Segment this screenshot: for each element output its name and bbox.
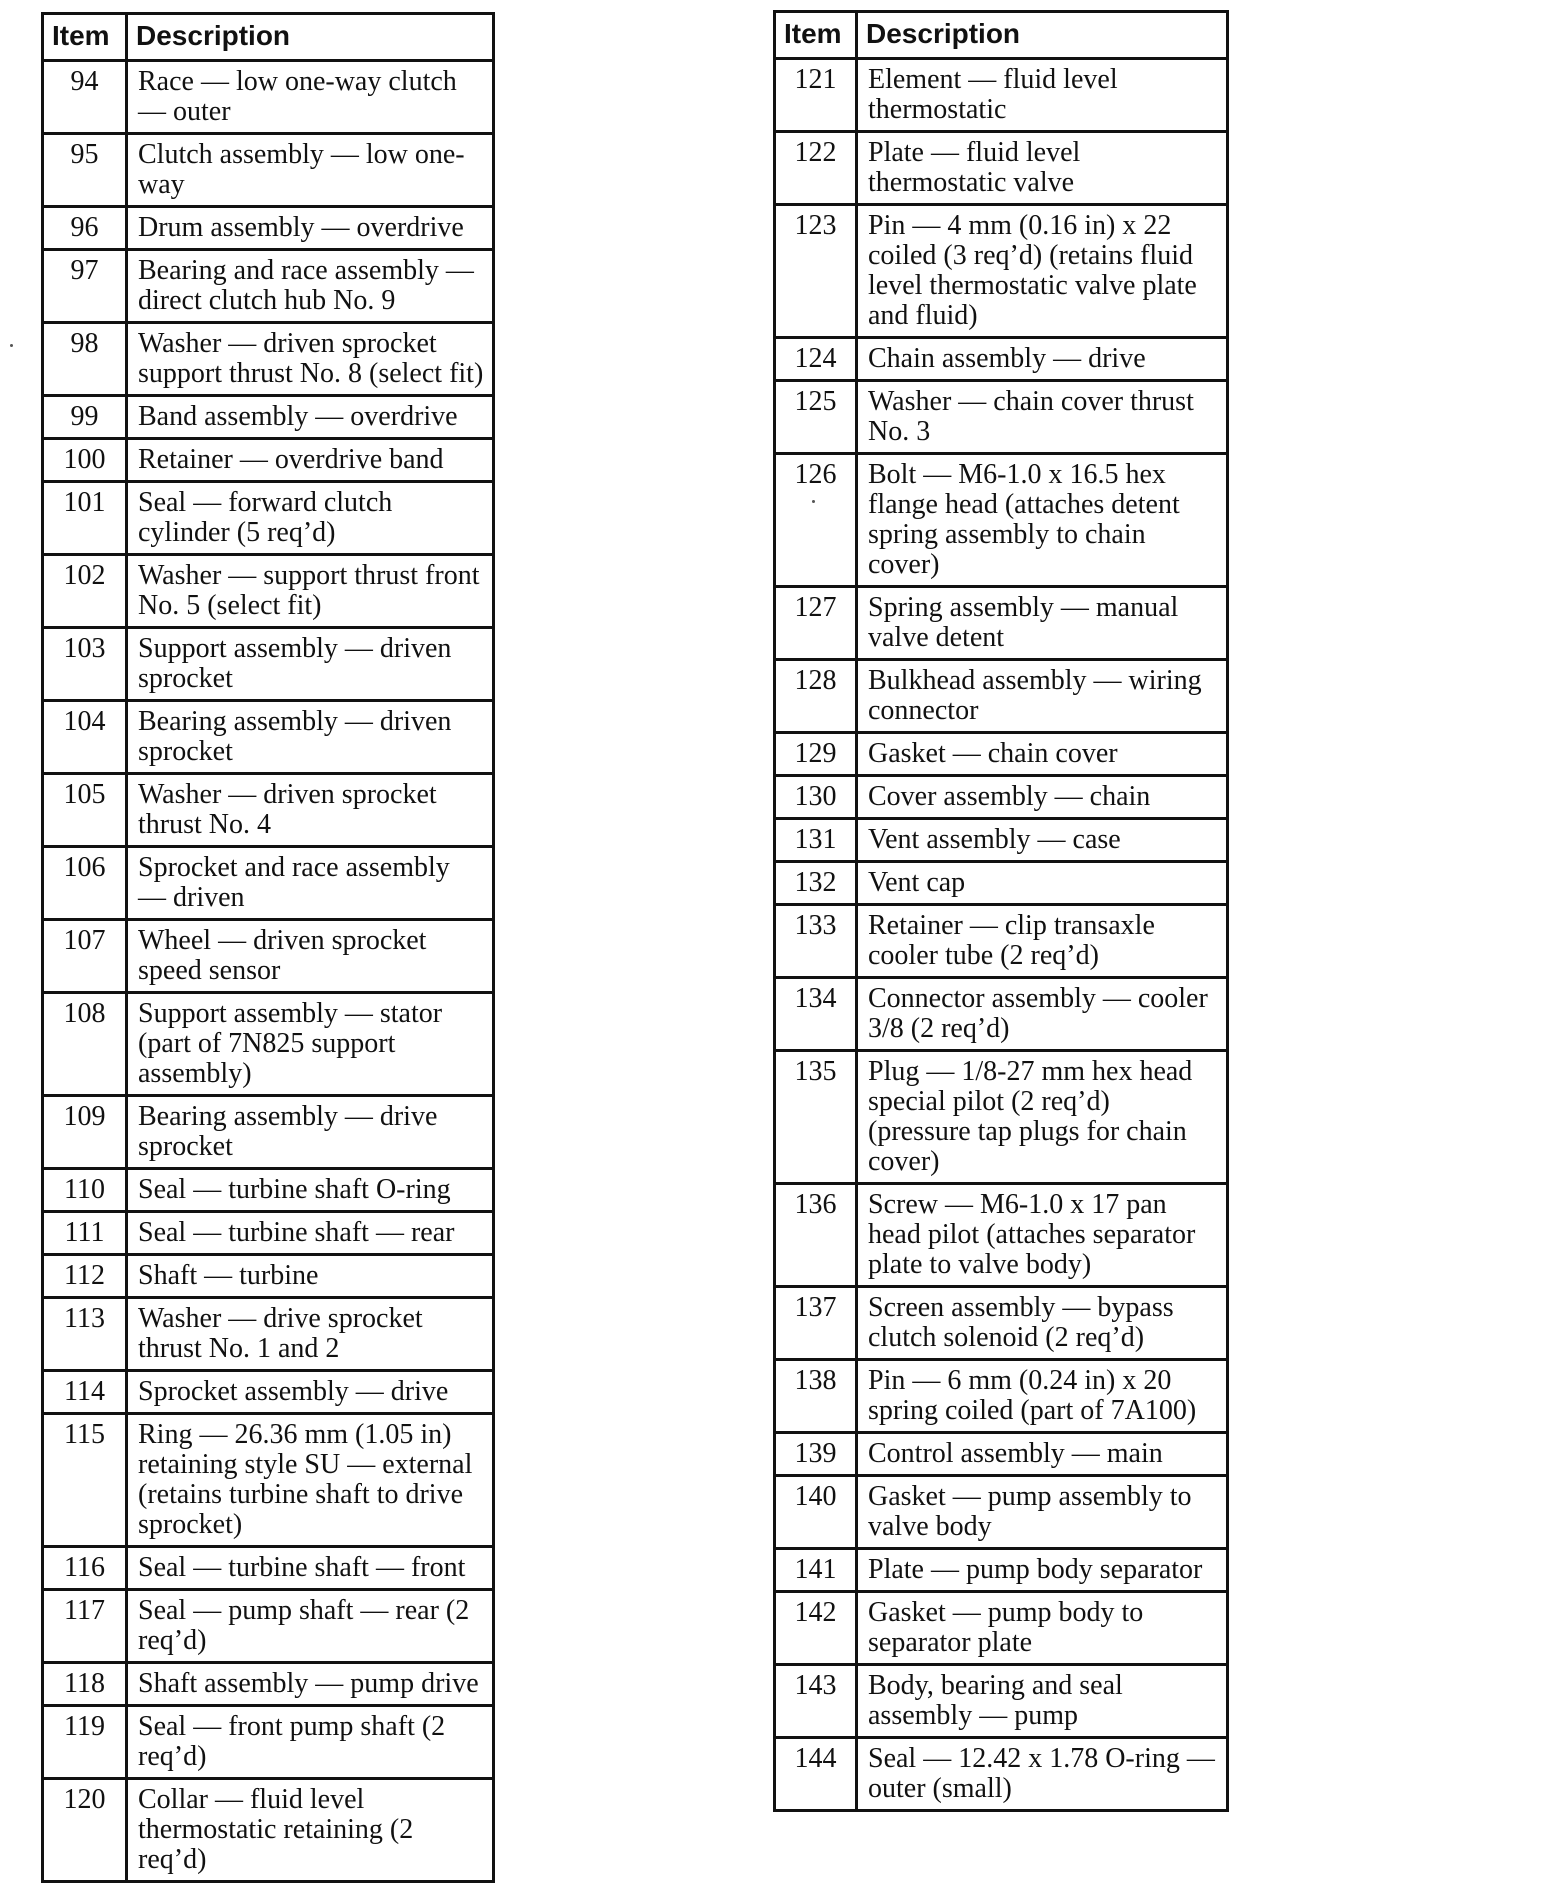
item-description: Cover assembly — chain [857,776,1228,819]
parts-table-right [773,10,1229,1812]
item-number: 96 [43,207,127,250]
item-description: Gasket — chain cover [857,733,1228,776]
table-row [775,59,1228,132]
table-row [775,905,1228,978]
table-row [43,1547,494,1590]
column-header-description: Description [857,12,1228,59]
item-number: 117 [43,1590,127,1663]
table-row [43,1414,494,1547]
item-number: 98 [43,323,127,396]
scan-speck [812,500,815,503]
table-row [775,776,1228,819]
item-number: 95 [43,134,127,207]
parts-table-right-body [775,59,1228,1811]
item-number: 143 [775,1665,857,1738]
table-row [775,978,1228,1051]
table-row [775,587,1228,660]
column-header-description: Description [127,14,494,61]
item-description: Shaft — turbine [127,1255,494,1298]
item-description: Vent assembly — case [857,819,1228,862]
item-description: Washer — driven sprocket thrust No. 4 [127,774,494,847]
item-number: 108 [43,993,127,1096]
item-description: Seal — forward clutch cylinder (5 req’d) [127,482,494,555]
item-number: 106 [43,847,127,920]
table-row [43,1590,494,1663]
item-number: 127 [775,587,857,660]
table-header-row [775,12,1228,59]
item-description: Washer — chain cover thrust No. 3 [857,381,1228,454]
item-number: 130 [775,776,857,819]
item-description: Clutch assembly — low one-way [127,134,494,207]
item-number: 133 [775,905,857,978]
item-description: Vent cap [857,862,1228,905]
column-header-item: Item [43,14,127,61]
item-description: Seal — 12.42 x 1.78 O-ring — outer (small) [857,1738,1228,1811]
table-row [43,993,494,1096]
item-number: 107 [43,920,127,993]
table-row [43,61,494,134]
item-number: 114 [43,1371,127,1414]
item-description: Control assembly — main [857,1433,1228,1476]
item-number: 110 [43,1169,127,1212]
item-number: 100 [43,439,127,482]
parts-table-left [41,12,495,1883]
table-row [775,1592,1228,1665]
item-number: 138 [775,1360,857,1433]
item-number: 104 [43,701,127,774]
item-description: Element — fluid level thermostatic [857,59,1228,132]
item-description: Support assembly — stator (part of 7N825 support assembly) [127,993,494,1096]
item-number: 103 [43,628,127,701]
table-row [43,701,494,774]
item-description: Washer — drive sprocket thrust No. 1 and 2 [127,1298,494,1371]
item-number: 122 [775,132,857,205]
item-number: 120 [43,1779,127,1882]
item-number: 139 [775,1433,857,1476]
table-row [43,1779,494,1882]
item-number: 109 [43,1096,127,1169]
item-number: 123 [775,205,857,338]
item-description: Ring — 26.36 mm (1.05 in) retaining style SU — external (retains turbine shaft to drive sprocket) [127,1414,494,1547]
item-description: Wheel — driven sprocket speed sensor [127,920,494,993]
item-description: Seal — turbine shaft O-ring [127,1169,494,1212]
item-number: 97 [43,250,127,323]
item-number: 116 [43,1547,127,1590]
item-number: 124 [775,338,857,381]
table-row [775,205,1228,338]
table-row [43,439,494,482]
table-row [775,819,1228,862]
item-description: Seal — turbine shaft — front [127,1547,494,1590]
item-description: Gasket — pump body to separator plate [857,1592,1228,1665]
item-description: Plate — fluid level thermostatic valve [857,132,1228,205]
item-description: Washer — support thrust front No. 5 (select fit) [127,555,494,628]
item-description: Band assembly — overdrive [127,396,494,439]
table-row [775,1184,1228,1287]
item-description: Seal — pump shaft — rear (2 req’d) [127,1590,494,1663]
item-description: Sprocket and race assembly — driven [127,847,494,920]
item-number: 94 [43,61,127,134]
item-description: Bulkhead assembly — wiring connector [857,660,1228,733]
table-row [43,1371,494,1414]
item-number: 137 [775,1287,857,1360]
item-description: Bearing and race assembly — direct clutch hub No. 9 [127,250,494,323]
item-number: 134 [775,978,857,1051]
table-row [43,1169,494,1212]
item-number: 126 [775,454,857,587]
item-description: Retainer — clip transaxle cooler tube (2 req’d) [857,905,1228,978]
table-row [775,660,1228,733]
table-row [775,1476,1228,1549]
table-row [43,1096,494,1169]
item-number: 125 [775,381,857,454]
item-description: Spring assembly — manual valve detent [857,587,1228,660]
item-number: 113 [43,1298,127,1371]
item-number: 112 [43,1255,127,1298]
parts-table-left-body [43,61,494,1882]
table-row [43,323,494,396]
item-description: Drum assembly — overdrive [127,207,494,250]
item-number: 141 [775,1549,857,1592]
item-description: Screw — M6-1.0 x 17 pan head pilot (attaches separator plate to valve body) [857,1184,1228,1287]
table-header-row [43,14,494,61]
item-number: 99 [43,396,127,439]
item-number: 140 [775,1476,857,1549]
item-description: Body, bearing and seal assembly — pump [857,1665,1228,1738]
table-row [775,862,1228,905]
table-row [43,1255,494,1298]
item-description: Plate — pump body separator [857,1549,1228,1592]
item-number: 142 [775,1592,857,1665]
item-description: Pin — 4 mm (0.16 in) x 22 coiled (3 req’d) (retains fluid level thermostatic valve plate and fluid) [857,205,1228,338]
table-row [775,1287,1228,1360]
item-description: Bearing assembly — drive sprocket [127,1096,494,1169]
item-description: Bearing assembly — driven sprocket [127,701,494,774]
item-description: Sprocket assembly — drive [127,1371,494,1414]
table-row [43,134,494,207]
item-number: 115 [43,1414,127,1547]
table-row [43,482,494,555]
table-row [43,250,494,323]
item-description: Seal — turbine shaft — rear [127,1212,494,1255]
table-row [43,1706,494,1779]
item-number: 121 [775,59,857,132]
item-description: Connector assembly — cooler 3/8 (2 req’d) [857,978,1228,1051]
item-description: Gasket — pump assembly to valve body [857,1476,1228,1549]
item-number: 144 [775,1738,857,1811]
table-row [43,207,494,250]
table-row [775,1433,1228,1476]
table-row [775,132,1228,205]
table-row [43,396,494,439]
item-number: 136 [775,1184,857,1287]
table-row [775,1665,1228,1738]
item-number: 105 [43,774,127,847]
table-row [43,628,494,701]
item-number: 101 [43,482,127,555]
item-number: 132 [775,862,857,905]
item-description: Support assembly — driven sprocket [127,628,494,701]
item-number: 119 [43,1706,127,1779]
item-description: Shaft assembly — pump drive [127,1663,494,1706]
table-row [43,1663,494,1706]
item-description: Pin — 6 mm (0.24 in) x 20 spring coiled (part of 7A100) [857,1360,1228,1433]
item-number: 102 [43,555,127,628]
table-row [775,1360,1228,1433]
table-row [775,733,1228,776]
table-row [775,454,1228,587]
item-description: Seal — front pump shaft (2 req’d) [127,1706,494,1779]
table-row [43,555,494,628]
item-description: Collar — fluid level thermostatic retaining (2 req’d) [127,1779,494,1882]
table-row [43,847,494,920]
item-number: 135 [775,1051,857,1184]
item-description: Bolt — M6-1.0 x 16.5 hex flange head (attaches detent spring assembly to chain cover) [857,454,1228,587]
table-row [775,381,1228,454]
table-row [43,774,494,847]
column-header-item: Item [775,12,857,59]
scan-speck [10,344,13,347]
item-number: 131 [775,819,857,862]
item-description: Race — low one-way clutch — outer [127,61,494,134]
item-description: Washer — driven sprocket support thrust No. 8 (select fit) [127,323,494,396]
table-row [775,1051,1228,1184]
item-number: 111 [43,1212,127,1255]
item-description: Screen assembly — bypass clutch solenoid (2 req’d) [857,1287,1228,1360]
table-row [775,1549,1228,1592]
item-number: 128 [775,660,857,733]
item-number: 129 [775,733,857,776]
item-description: Chain assembly — drive [857,338,1228,381]
table-row [775,1738,1228,1811]
item-number: 118 [43,1663,127,1706]
table-row [43,920,494,993]
item-description: Retainer — overdrive band [127,439,494,482]
table-row [775,338,1228,381]
item-description: Plug — 1/8-27 mm hex head special pilot (2 req’d) (pressure tap plugs for chain cover) [857,1051,1228,1184]
table-row [43,1298,494,1371]
table-row [43,1212,494,1255]
